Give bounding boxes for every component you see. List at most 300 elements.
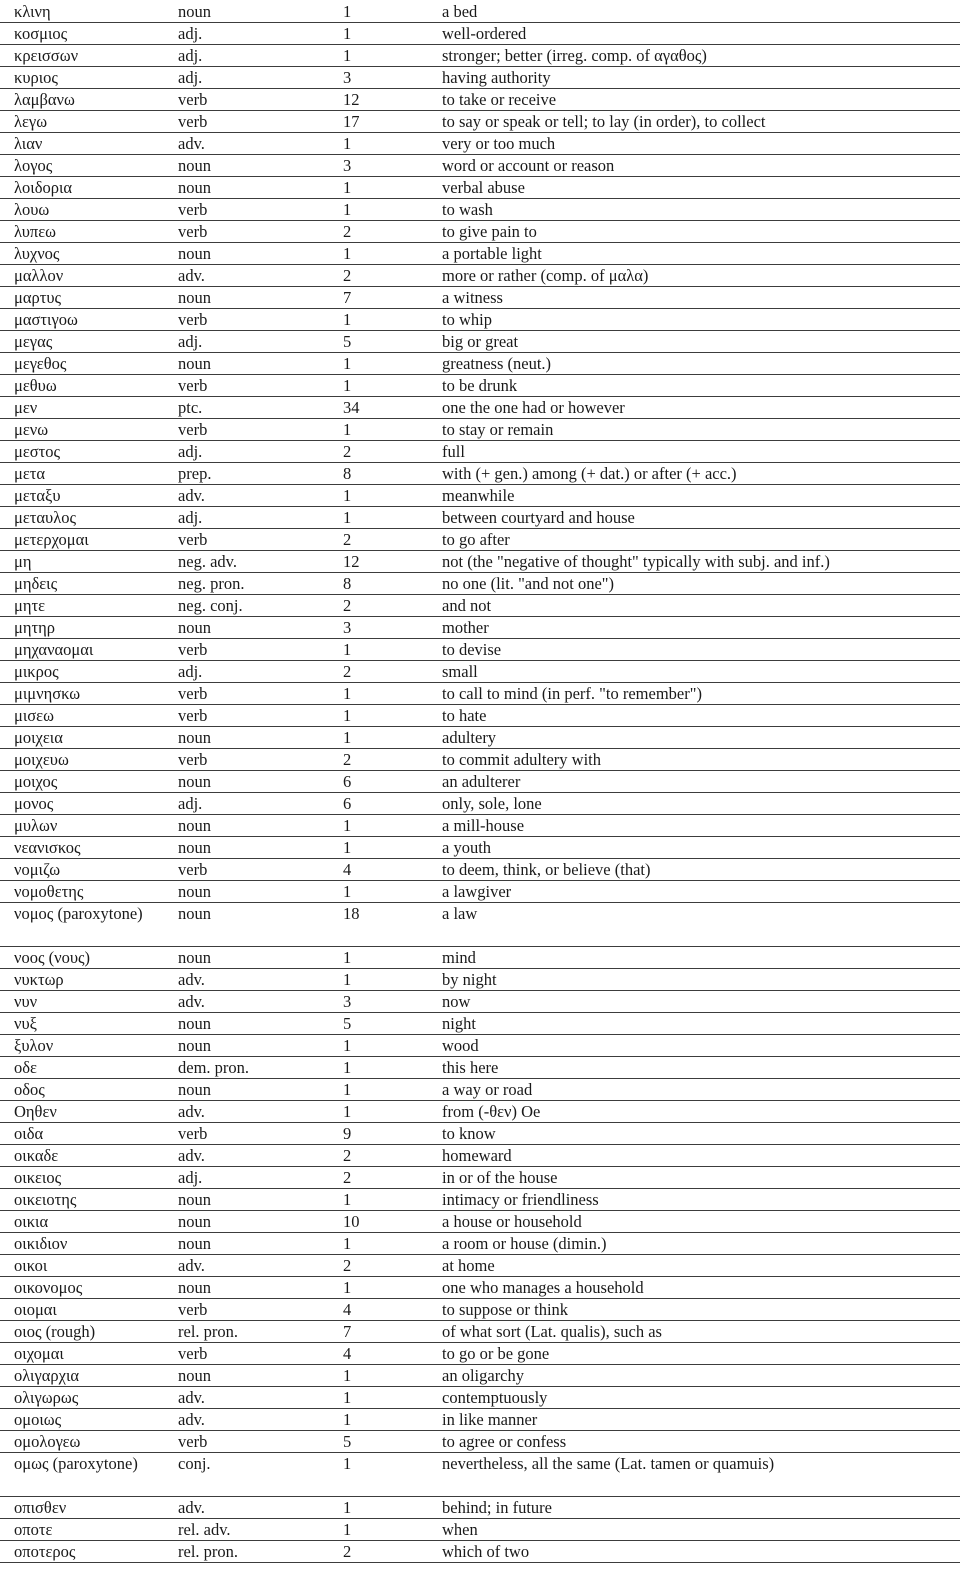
table-row bbox=[0, 1123, 960, 1145]
frequency-cell: 1 bbox=[343, 134, 352, 153]
word-cell: μεταυλος bbox=[14, 508, 77, 527]
part-of-speech-cell: adv. bbox=[178, 1388, 205, 1407]
gloss-cell: adultery bbox=[442, 728, 497, 747]
table-row bbox=[0, 661, 960, 683]
gloss-cell: to give pain to bbox=[442, 222, 537, 241]
word-cell: λυχνος bbox=[14, 244, 60, 263]
gloss-cell: now bbox=[442, 992, 471, 1011]
frequency-cell: 2 bbox=[343, 530, 352, 549]
gloss-cell: a youth bbox=[442, 838, 492, 857]
gloss-cell: in like manner bbox=[442, 1410, 538, 1429]
gloss-cell: behind; in future bbox=[442, 1498, 552, 1517]
table-row bbox=[0, 1519, 960, 1541]
frequency-cell: 1 bbox=[343, 24, 352, 43]
table-row bbox=[0, 1541, 960, 1563]
part-of-speech-cell: noun bbox=[178, 156, 211, 175]
part-of-speech-cell: noun bbox=[178, 354, 211, 373]
table-row bbox=[0, 969, 960, 991]
table-row bbox=[0, 705, 960, 727]
table-row bbox=[0, 133, 960, 155]
gloss-cell: which of two bbox=[442, 1542, 530, 1561]
frequency-cell: 1 bbox=[343, 684, 352, 703]
table-row bbox=[0, 397, 960, 419]
gloss-cell: very or too much bbox=[442, 134, 556, 153]
table-row bbox=[0, 309, 960, 331]
part-of-speech-cell: adv. bbox=[178, 1410, 205, 1429]
part-of-speech-cell: verb bbox=[178, 530, 208, 549]
word-cell: μεταξυ bbox=[14, 486, 61, 505]
table-row bbox=[0, 1431, 960, 1453]
frequency-cell: 6 bbox=[343, 794, 352, 813]
frequency-cell: 2 bbox=[343, 1542, 352, 1561]
gloss-cell: a witness bbox=[442, 288, 503, 307]
frequency-cell: 1 bbox=[343, 1102, 352, 1121]
frequency-cell: 1 bbox=[343, 200, 352, 219]
gloss-cell: and not bbox=[442, 596, 492, 615]
frequency-cell: 4 bbox=[343, 1344, 352, 1363]
part-of-speech-cell: prep. bbox=[178, 464, 212, 483]
table-row bbox=[0, 111, 960, 133]
word-cell: μενω bbox=[14, 420, 49, 439]
gloss-cell: an oligarchy bbox=[442, 1366, 525, 1385]
gloss-cell: of what sort (Lat. qualis), such as bbox=[442, 1322, 662, 1341]
word-cell: νυν bbox=[14, 992, 38, 1011]
frequency-cell: 1 bbox=[343, 420, 352, 439]
part-of-speech-cell: noun bbox=[178, 904, 211, 923]
gloss-cell: to be drunk bbox=[442, 376, 518, 395]
table-row bbox=[0, 1497, 960, 1519]
gloss-cell: between courtyard and house bbox=[442, 508, 635, 527]
gloss-cell: mind bbox=[442, 948, 476, 967]
table-row bbox=[0, 727, 960, 749]
frequency-cell: 1 bbox=[343, 1520, 352, 1539]
word-cell: μετερχομαι bbox=[14, 530, 89, 549]
frequency-cell: 2 bbox=[343, 442, 352, 461]
part-of-speech-cell: adj. bbox=[178, 68, 203, 87]
word-cell: μεγας bbox=[14, 332, 53, 351]
table-row bbox=[0, 1013, 960, 1035]
word-cell: ομως (paroxytone) bbox=[14, 1454, 138, 1473]
table-row bbox=[0, 837, 960, 859]
table-row bbox=[0, 353, 960, 375]
word-cell: οδε bbox=[14, 1058, 37, 1077]
gloss-cell: greatness (neut.) bbox=[442, 354, 552, 373]
frequency-cell: 2 bbox=[343, 1256, 352, 1275]
table-row bbox=[0, 1453, 960, 1497]
table-row bbox=[0, 1035, 960, 1057]
table-row bbox=[0, 1387, 960, 1409]
part-of-speech-cell: verb bbox=[178, 376, 208, 395]
word-cell: μαρτυς bbox=[14, 288, 62, 307]
gloss-cell: a portable light bbox=[442, 244, 542, 263]
gloss-cell: a bed bbox=[442, 2, 478, 21]
table-row bbox=[0, 463, 960, 485]
table-row bbox=[0, 419, 960, 441]
gloss-cell: a law bbox=[442, 904, 478, 923]
part-of-speech-cell: neg. adv. bbox=[178, 552, 237, 571]
word-cell: οπισθεν bbox=[14, 1498, 67, 1517]
part-of-speech-cell: noun bbox=[178, 816, 211, 835]
frequency-cell: 7 bbox=[343, 288, 352, 307]
gloss-cell: one the one had or however bbox=[442, 398, 625, 417]
part-of-speech-cell: noun bbox=[178, 1366, 211, 1385]
table-row bbox=[0, 1343, 960, 1365]
table-row bbox=[0, 221, 960, 243]
frequency-cell: 1 bbox=[343, 1454, 352, 1473]
frequency-cell: 1 bbox=[343, 728, 352, 747]
table-row bbox=[0, 331, 960, 353]
part-of-speech-cell: neg. pron. bbox=[178, 574, 245, 593]
word-cell: οικια bbox=[14, 1212, 49, 1231]
word-cell: μετα bbox=[14, 464, 46, 483]
table-row bbox=[0, 859, 960, 881]
table-row bbox=[0, 749, 960, 771]
part-of-speech-cell: verb bbox=[178, 640, 208, 659]
word-cell: οδος bbox=[14, 1080, 45, 1099]
word-cell: νεανισκος bbox=[14, 838, 81, 857]
frequency-cell: 1 bbox=[343, 178, 352, 197]
word-cell: λεγω bbox=[14, 112, 48, 131]
word-cell: Οηθεν bbox=[14, 1102, 57, 1121]
gloss-cell: verbal abuse bbox=[442, 178, 525, 197]
table-row bbox=[0, 1189, 960, 1211]
frequency-cell: 12 bbox=[343, 90, 360, 109]
word-cell: κυριος bbox=[14, 68, 58, 87]
part-of-speech-cell: verb bbox=[178, 112, 208, 131]
frequency-cell: 1 bbox=[343, 244, 352, 263]
table-row bbox=[0, 551, 960, 573]
gloss-cell: full bbox=[442, 442, 465, 461]
part-of-speech-cell: noun bbox=[178, 1212, 211, 1231]
frequency-cell: 4 bbox=[343, 860, 352, 879]
frequency-cell: 1 bbox=[343, 1036, 352, 1055]
table-row bbox=[0, 1211, 960, 1233]
word-cell: μονος bbox=[14, 794, 54, 813]
table-row bbox=[0, 639, 960, 661]
table-row bbox=[0, 529, 960, 551]
table-row bbox=[0, 155, 960, 177]
part-of-speech-cell: noun bbox=[178, 882, 211, 901]
gloss-cell: one who manages a household bbox=[442, 1278, 644, 1297]
table-row bbox=[0, 375, 960, 397]
frequency-cell: 17 bbox=[343, 112, 360, 131]
table-row bbox=[0, 485, 960, 507]
word-cell: κοσμιος bbox=[14, 24, 68, 43]
word-cell: νυκτωρ bbox=[14, 970, 64, 989]
table-row bbox=[0, 991, 960, 1013]
part-of-speech-cell: adj. bbox=[178, 442, 203, 461]
frequency-cell: 9 bbox=[343, 1124, 352, 1143]
gloss-cell: to say or speak or tell; to lay (in order), to collect bbox=[442, 112, 766, 131]
part-of-speech-cell: noun bbox=[178, 178, 211, 197]
table-row bbox=[0, 1409, 960, 1431]
part-of-speech-cell: noun bbox=[178, 288, 211, 307]
part-of-speech-cell: adj. bbox=[178, 332, 203, 351]
table-row bbox=[0, 1321, 960, 1343]
frequency-cell: 2 bbox=[343, 1146, 352, 1165]
frequency-cell: 2 bbox=[343, 266, 352, 285]
part-of-speech-cell: noun bbox=[178, 1014, 211, 1033]
word-cell: κρεισσων bbox=[14, 46, 79, 65]
word-cell: μεγεθος bbox=[14, 354, 67, 373]
frequency-cell: 1 bbox=[343, 838, 352, 857]
word-cell: οιδα bbox=[14, 1124, 44, 1143]
word-cell: λοιδορια bbox=[14, 178, 73, 197]
frequency-cell: 2 bbox=[343, 596, 352, 615]
frequency-cell: 1 bbox=[343, 1058, 352, 1077]
part-of-speech-cell: verb bbox=[178, 750, 208, 769]
part-of-speech-cell: adj. bbox=[178, 662, 203, 681]
frequency-cell: 2 bbox=[343, 750, 352, 769]
frequency-cell: 1 bbox=[343, 816, 352, 835]
gloss-cell: to wash bbox=[442, 200, 493, 219]
part-of-speech-cell: verb bbox=[178, 200, 208, 219]
gloss-cell: this here bbox=[442, 1058, 499, 1077]
word-cell: νυξ bbox=[14, 1014, 37, 1033]
part-of-speech-cell: conj. bbox=[178, 1454, 211, 1473]
table-row bbox=[0, 265, 960, 287]
frequency-cell: 1 bbox=[343, 1234, 352, 1253]
part-of-speech-cell: verb bbox=[178, 1432, 208, 1451]
word-cell: λογος bbox=[14, 156, 53, 175]
gloss-cell: more or rather (comp. of μαλα) bbox=[442, 266, 649, 285]
word-cell: οικειοτης bbox=[14, 1190, 77, 1209]
table-row bbox=[0, 67, 960, 89]
frequency-cell: 34 bbox=[343, 398, 360, 417]
gloss-cell: stronger; better (irreg. comp. of αγαθος) bbox=[442, 46, 707, 65]
frequency-cell: 1 bbox=[343, 970, 352, 989]
word-cell: οιομαι bbox=[14, 1300, 57, 1319]
part-of-speech-cell: adj. bbox=[178, 1168, 203, 1187]
word-cell: οικονομος bbox=[14, 1278, 83, 1297]
frequency-cell: 1 bbox=[343, 706, 352, 725]
gloss-cell: to call to mind (in perf. "to remember") bbox=[442, 684, 702, 703]
part-of-speech-cell: noun bbox=[178, 618, 211, 637]
word-cell: ξυλον bbox=[14, 1036, 54, 1055]
part-of-speech-cell: noun bbox=[178, 1036, 211, 1055]
frequency-cell: 8 bbox=[343, 464, 352, 483]
word-cell: μηδεις bbox=[14, 574, 58, 593]
part-of-speech-cell: adj. bbox=[178, 794, 203, 813]
word-cell: ολιγωρως bbox=[14, 1388, 79, 1407]
gloss-cell: by night bbox=[442, 970, 497, 989]
frequency-cell: 18 bbox=[343, 904, 360, 923]
table-row bbox=[0, 793, 960, 815]
part-of-speech-cell: verb bbox=[178, 1344, 208, 1363]
gloss-cell: nevertheless, all the same (Lat. tamen or quamuis) bbox=[442, 1454, 775, 1473]
word-cell: μαλλον bbox=[14, 266, 64, 285]
word-cell: λουω bbox=[14, 200, 50, 219]
gloss-cell: to whip bbox=[442, 310, 492, 329]
frequency-cell: 1 bbox=[343, 1410, 352, 1429]
gloss-cell: in or of the house bbox=[442, 1168, 558, 1187]
gloss-cell: to agree or confess bbox=[442, 1432, 567, 1451]
table-row bbox=[0, 947, 960, 969]
part-of-speech-cell: adv. bbox=[178, 486, 205, 505]
part-of-speech-cell: noun bbox=[178, 2, 211, 21]
part-of-speech-cell: rel. pron. bbox=[178, 1542, 239, 1561]
gloss-cell: when bbox=[442, 1520, 478, 1539]
word-cell: νοος (νους) bbox=[14, 948, 91, 967]
part-of-speech-cell: adv. bbox=[178, 1498, 205, 1517]
table-row bbox=[0, 1277, 960, 1299]
part-of-speech-cell: verb bbox=[178, 222, 208, 241]
table-row bbox=[0, 1365, 960, 1387]
table-row bbox=[0, 287, 960, 309]
frequency-cell: 1 bbox=[343, 46, 352, 65]
word-cell: οικαδε bbox=[14, 1146, 59, 1165]
gloss-cell: mother bbox=[442, 618, 489, 637]
part-of-speech-cell: adv. bbox=[178, 1256, 205, 1275]
part-of-speech-cell: verb bbox=[178, 1124, 208, 1143]
word-cell: κλινη bbox=[14, 2, 51, 21]
gloss-cell: from (-θεν) Οe bbox=[442, 1102, 541, 1121]
table-row bbox=[0, 45, 960, 67]
frequency-cell: 2 bbox=[343, 662, 352, 681]
gloss-cell: not (the "negative of thought" typically with subj. and inf.) bbox=[442, 552, 830, 571]
table-row bbox=[0, 441, 960, 463]
word-cell: μητηρ bbox=[14, 618, 55, 637]
part-of-speech-cell: noun bbox=[178, 1234, 211, 1253]
part-of-speech-cell: verb bbox=[178, 706, 208, 725]
part-of-speech-cell: dem. pron. bbox=[178, 1058, 250, 1077]
word-cell: νομιζω bbox=[14, 860, 61, 879]
gloss-cell: having authority bbox=[442, 68, 551, 87]
gloss-cell: meanwhile bbox=[442, 486, 515, 505]
word-cell: οιχομαι bbox=[14, 1344, 64, 1363]
word-cell: λαμβανω bbox=[14, 90, 75, 109]
part-of-speech-cell: verb bbox=[178, 1300, 208, 1319]
part-of-speech-cell: noun bbox=[178, 244, 211, 263]
part-of-speech-cell: adv. bbox=[178, 992, 205, 1011]
frequency-cell: 1 bbox=[343, 1366, 352, 1385]
part-of-speech-cell: noun bbox=[178, 838, 211, 857]
table-row bbox=[0, 683, 960, 705]
frequency-cell: 1 bbox=[343, 2, 352, 21]
word-cell: μεν bbox=[14, 398, 38, 417]
part-of-speech-cell: noun bbox=[178, 728, 211, 747]
table-row bbox=[0, 1101, 960, 1123]
frequency-cell: 3 bbox=[343, 156, 352, 175]
gloss-cell: at home bbox=[442, 1256, 495, 1275]
gloss-cell: to devise bbox=[442, 640, 502, 659]
table-row bbox=[0, 903, 960, 947]
word-cell: ολιγαρχια bbox=[14, 1366, 80, 1385]
frequency-cell: 3 bbox=[343, 618, 352, 637]
word-cell: μοιχεια bbox=[14, 728, 63, 747]
table-row bbox=[0, 23, 960, 45]
gloss-cell: to take or receive bbox=[442, 90, 557, 109]
frequency-cell: 2 bbox=[343, 222, 352, 241]
part-of-speech-cell: noun bbox=[178, 1080, 211, 1099]
word-cell: λυπεω bbox=[14, 222, 56, 241]
frequency-cell: 7 bbox=[343, 1322, 352, 1341]
word-cell: μητε bbox=[14, 596, 46, 615]
word-cell: μαστιγοω bbox=[14, 310, 78, 329]
gloss-cell: to hate bbox=[442, 706, 487, 725]
word-cell: λιαν bbox=[14, 134, 43, 153]
part-of-speech-cell: adv. bbox=[178, 1146, 205, 1165]
table-row bbox=[0, 1057, 960, 1079]
table-row bbox=[0, 881, 960, 903]
table-row bbox=[0, 1233, 960, 1255]
gloss-cell: to suppose or think bbox=[442, 1300, 569, 1319]
part-of-speech-cell: adv. bbox=[178, 266, 205, 285]
table-row bbox=[0, 1299, 960, 1321]
part-of-speech-cell: neg. conj. bbox=[178, 596, 243, 615]
word-cell: μηχαναομαι bbox=[14, 640, 94, 659]
frequency-cell: 3 bbox=[343, 68, 352, 87]
part-of-speech-cell: noun bbox=[178, 1190, 211, 1209]
gloss-cell: word or account or reason bbox=[442, 156, 615, 175]
frequency-cell: 1 bbox=[343, 640, 352, 659]
gloss-cell: a lawgiver bbox=[442, 882, 512, 901]
frequency-cell: 1 bbox=[343, 948, 352, 967]
part-of-speech-cell: noun bbox=[178, 1278, 211, 1297]
frequency-cell: 1 bbox=[343, 1278, 352, 1297]
gloss-cell: a mill-house bbox=[442, 816, 525, 835]
word-cell: οικειος bbox=[14, 1168, 62, 1187]
gloss-cell: contemptuously bbox=[442, 1388, 548, 1407]
frequency-cell: 1 bbox=[343, 486, 352, 505]
part-of-speech-cell: adv. bbox=[178, 1102, 205, 1121]
part-of-speech-cell: adj. bbox=[178, 508, 203, 527]
part-of-speech-cell: adv. bbox=[178, 970, 205, 989]
word-cell: μεστος bbox=[14, 442, 61, 461]
frequency-cell: 1 bbox=[343, 1498, 352, 1517]
part-of-speech-cell: verb bbox=[178, 90, 208, 109]
table-row bbox=[0, 243, 960, 265]
table-row bbox=[0, 1167, 960, 1189]
gloss-cell: night bbox=[442, 1014, 476, 1033]
word-cell: μοιχος bbox=[14, 772, 58, 791]
word-cell: μισεω bbox=[14, 706, 54, 725]
gloss-cell: to stay or remain bbox=[442, 420, 554, 439]
word-cell: ομολογεω bbox=[14, 1432, 81, 1451]
frequency-cell: 2 bbox=[343, 1168, 352, 1187]
word-cell: μιμνησκω bbox=[14, 684, 81, 703]
frequency-cell: 12 bbox=[343, 552, 360, 571]
word-cell: νομος (paroxytone) bbox=[14, 904, 143, 923]
frequency-cell: 8 bbox=[343, 574, 352, 593]
gloss-cell: well-ordered bbox=[442, 24, 527, 43]
frequency-cell: 5 bbox=[343, 332, 352, 351]
frequency-cell: 1 bbox=[343, 310, 352, 329]
frequency-cell: 6 bbox=[343, 772, 352, 791]
gloss-cell: to go or be gone bbox=[442, 1344, 550, 1363]
frequency-cell: 1 bbox=[343, 1080, 352, 1099]
part-of-speech-cell: adj. bbox=[178, 24, 203, 43]
word-cell: οποτε bbox=[14, 1520, 53, 1539]
gloss-cell: no one (lit. "and not one") bbox=[442, 574, 615, 593]
word-cell: νομοθετης bbox=[14, 882, 84, 901]
table-row bbox=[0, 199, 960, 221]
table-row bbox=[0, 507, 960, 529]
table-row bbox=[0, 595, 960, 617]
table-row bbox=[0, 815, 960, 837]
word-cell: μη bbox=[14, 552, 32, 571]
part-of-speech-cell: verb bbox=[178, 310, 208, 329]
gloss-cell: intimacy or friendliness bbox=[442, 1190, 599, 1209]
part-of-speech-cell: noun bbox=[178, 772, 211, 791]
gloss-cell: to know bbox=[442, 1124, 496, 1143]
frequency-cell: 3 bbox=[343, 992, 352, 1011]
gloss-cell: a house or household bbox=[442, 1212, 582, 1231]
gloss-cell: a room or house (dimin.) bbox=[442, 1234, 607, 1253]
gloss-cell: wood bbox=[442, 1036, 479, 1055]
frequency-cell: 1 bbox=[343, 354, 352, 373]
frequency-cell: 5 bbox=[343, 1432, 352, 1451]
